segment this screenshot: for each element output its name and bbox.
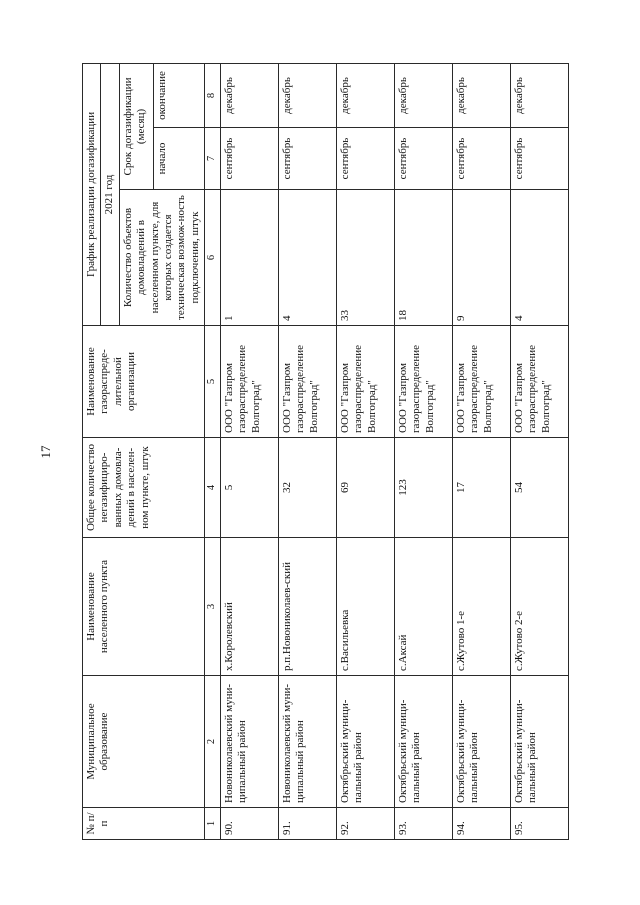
objects-cell: 4: [511, 190, 569, 326]
header-end: окончание: [154, 63, 205, 127]
header-objects: Количество объектов домовладений в населенном пункте, для которых создается техническая возмож-ность подключения, штук: [119, 190, 204, 326]
page-number: 17: [38, 445, 53, 459]
row-number: 93.: [395, 808, 453, 840]
objects-cell: 18: [395, 190, 453, 326]
table-row: [395, 63, 453, 839]
header-gas-org: Наименование газораспреде-лительной организации: [83, 326, 205, 438]
column-number: 7: [205, 128, 221, 190]
gas-org-cell: ООО "Газпром газораспределение Волгоград": [395, 326, 453, 438]
gas-org-cell: ООО "Газпром газораспределение Волгоград": [337, 326, 395, 438]
start-month-cell: сентябрь: [337, 128, 395, 190]
header-schedule-group: График реализации догазификации: [83, 63, 101, 325]
column-number: 3: [205, 538, 221, 676]
total-cell: 54: [511, 438, 569, 538]
table-row: [453, 63, 511, 839]
header-municipality: Муниципальное образование: [83, 676, 205, 808]
objects-cell: 4: [279, 190, 337, 326]
gas-org-cell: ООО "Газпром газораспределение Волгоград": [221, 326, 279, 438]
end-month-cell: декабрь: [279, 63, 337, 127]
header-year: 2021 год: [101, 63, 119, 325]
start-month-cell: сентябрь: [221, 128, 279, 190]
gas-org-cell: ООО "Газпром газораспределение Волгоград": [453, 326, 511, 438]
municipality-cell: Октябрьский муници-пальный район: [511, 676, 569, 808]
settlement-cell: х.Королевский: [221, 538, 279, 676]
header-term-group: Срок догазификации (месяц): [119, 63, 153, 189]
row-number: 90.: [221, 808, 279, 840]
row-number: 94.: [453, 808, 511, 840]
objects-cell: 1: [221, 190, 279, 326]
column-number: 4: [205, 438, 221, 538]
table-row: [337, 63, 395, 839]
rotated-page: [30, 52, 610, 852]
settlement-cell: с.Аксай: [395, 538, 453, 676]
header-settlement: Наименование населенного пункта: [83, 538, 205, 676]
start-month-cell: сентябрь: [511, 128, 569, 190]
start-month-cell: сентябрь: [395, 128, 453, 190]
end-month-cell: декабрь: [511, 63, 569, 127]
municipality-cell: Новониколаевский муни-ципальный район: [221, 676, 279, 808]
municipality-cell: Октябрьский муници-пальный район: [337, 676, 395, 808]
municipality-cell: Новониколаевский муни-ципальный район: [279, 676, 337, 808]
settlement-cell: р.п.Новониколаев-ский: [279, 538, 337, 676]
column-number: 2: [205, 676, 221, 808]
table-row: [279, 63, 337, 839]
start-month-cell: сентябрь: [279, 128, 337, 190]
row-number: 91.: [279, 808, 337, 840]
header-num: № п/п: [83, 808, 205, 840]
row-number: 95.: [511, 808, 569, 840]
row-number: 92.: [337, 808, 395, 840]
dogazification-schedule-table: [82, 63, 569, 840]
column-number: 8: [205, 63, 221, 127]
gas-org-cell: ООО "Газпром газораспределение Волгоград": [511, 326, 569, 438]
end-month-cell: декабрь: [337, 63, 395, 127]
end-month-cell: декабрь: [221, 63, 279, 127]
column-number: 5: [205, 326, 221, 438]
total-cell: 5: [221, 438, 279, 538]
total-cell: 17: [453, 438, 511, 538]
column-number: 6: [205, 190, 221, 326]
total-cell: 123: [395, 438, 453, 538]
table-row: [221, 63, 279, 839]
total-cell: 69: [337, 438, 395, 538]
gas-org-cell: ООО "Газпром газораспределение Волгоград": [279, 326, 337, 438]
column-numbers-row: [205, 63, 221, 839]
settlement-cell: с.Жутово 2-е: [511, 538, 569, 676]
start-month-cell: сентябрь: [453, 128, 511, 190]
settlement-cell: с.Васильевка: [337, 538, 395, 676]
column-number: 1: [205, 808, 221, 840]
municipality-cell: Октябрьский муници-пальный район: [395, 676, 453, 808]
table-row: [511, 63, 569, 839]
end-month-cell: декабрь: [395, 63, 453, 127]
objects-cell: 33: [337, 190, 395, 326]
municipality-cell: Октябрьский муници-пальный район: [453, 676, 511, 808]
header-row-1: [83, 63, 101, 839]
settlement-cell: с.Жутово 1-е: [453, 538, 511, 676]
header-total: Общее количество негазифициро-ванных домовла-дений в населен-ном пункте, штук: [83, 438, 205, 538]
header-start: начало: [154, 128, 205, 190]
end-month-cell: декабрь: [453, 63, 511, 127]
total-cell: 32: [279, 438, 337, 538]
objects-cell: 9: [453, 190, 511, 326]
